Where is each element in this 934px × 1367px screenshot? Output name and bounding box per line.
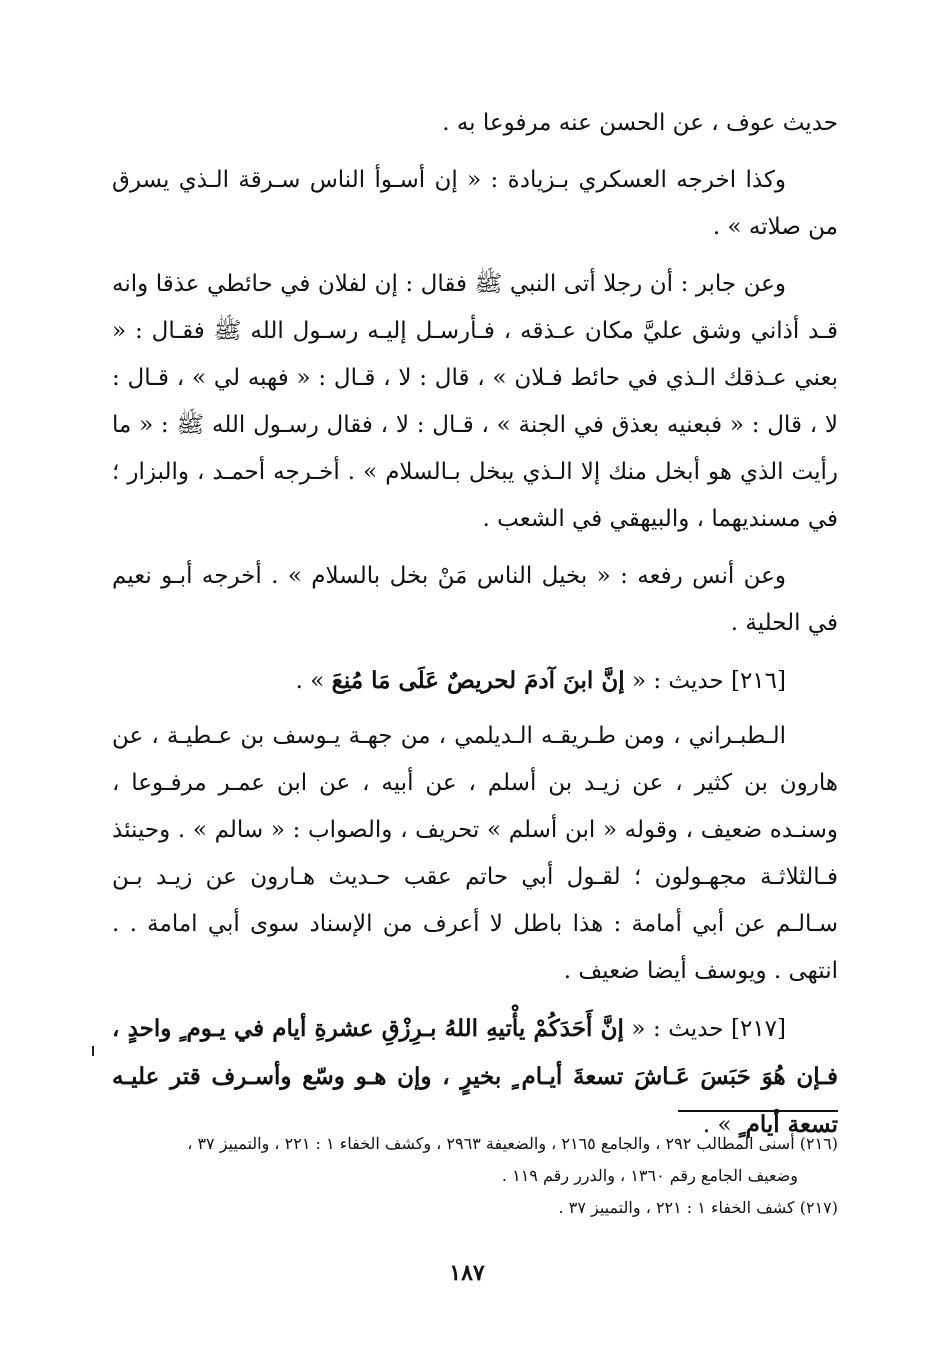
paragraph-2: وكذا اخرجه العسكري بـزيادة : « إن أسـوأ الناس سـرقة الـذي يسرق من صلاته » . (112, 167, 838, 240)
paragraph-4: وعن أنس رفعه : « بخيل الناس مَنْ بخل بالسلام » . أخرجه أبـو نعيم في الحلية . (112, 563, 838, 636)
page-number: ١٨٧ (449, 1260, 485, 1286)
hadith-217-suffix: » . (702, 1112, 732, 1138)
footnote-divider (678, 1110, 838, 1112)
margin-mark (92, 1046, 94, 1056)
paragraph-3: وعن جابر : أن رجلا أتى النبي ﷺ فقال : إن لفلان في حائطي عذقا وانه قـد أذاني وشق عليَّ مكان عـذقه ، فـأرسـل إليـه رسـول الله ﷺ فقـال : « بعني عـذقك الـذي في حائط فـلان » ، قال : لا ، قـال : « فهبه لي » ، قـال : لا ، قال : « فبعنيه بعذق في الجنة » ، قـال : لا ، فقال رسـول الله ﷺ : « ما رأيت الذي هو أبخل منك إلا الـذي يبخل بـالسلام » . أخـرجه أحمـد ، والبزار ؛ في مسنديهما ، والبيهقي في الشعب . (112, 271, 838, 532)
hadith-216-prefix: [٢١٦] حديث : « (631, 668, 786, 694)
footnotes (100, 1128, 838, 1224)
hadith-217-text: إنَّ أَحَدَكُمْ يأْتيهِ اللهُ بـرِزْقِ عشرةِ أيام في يـوم ٍ واحدٍ ، فـإن هُوَ حَبَسَ عَـاشَ تسعةَ أيـام ٍ بخيرٍ ، وإن هـو وسّع وأسـرف قتر عليـه تسعة أيام ٍ (112, 1015, 838, 1138)
footnote-217: (٢١٧) كشف الخفاء ١ : ٢٢١ ، والتمييز ٣٧ . (558, 1198, 838, 1217)
hadith-216-text: إنَّ ابنَ آدمَ لحريصٌ عَلَى مَا مُنِعَ (331, 667, 625, 694)
main-text (112, 100, 838, 1149)
hadith-216-suffix: » . (295, 668, 325, 694)
hadith-217-prefix: [٢١٧] حديث : « (631, 1016, 787, 1042)
paragraph-5: الـطبـراني ، ومن طـريقـه الـديلمي ، من جهـة يـوسف بن عـطيـة ، عن هارون بن كثير ، عن زيـد بن أسلم ، عن أبيه ، عن ابن عمـر مرفـوعا ، وسنـده ضعيف ، وقوله « ابن أسلم » تحريف ، والصواب : « سالم » . وحينئذ فـالثلاثـة مجهـولون ؛ لقـول أبي حاتم عقب حـديث هـارون عن زيـد بـن سـالـم عن أبي أمامة : هذا باطل لا أعرف من الإسناد سوى أبي امامة . . انتهى . ويوسف أيضا ضعيف . (112, 723, 838, 984)
footnote-216-line-1: (٢١٦) أسنى المطالب ٢٩٢ ، والجامع ٢١٦٥ ، والضعيفة ٢٩٦٣ ، وكشف الخفاء ١ : ٢٢١ ، والتمييز ٣٧ ، (187, 1134, 838, 1153)
hadith-216-heading (112, 657, 838, 705)
footnote-216-line-2: وضعيف الجامع رقم ١٣٦٠ ، والدرر رقم ١١٩ . (501, 1166, 798, 1185)
paragraph-1: حديث عوف ، عن الحسن عنه مرفوعا به . (442, 110, 838, 136)
